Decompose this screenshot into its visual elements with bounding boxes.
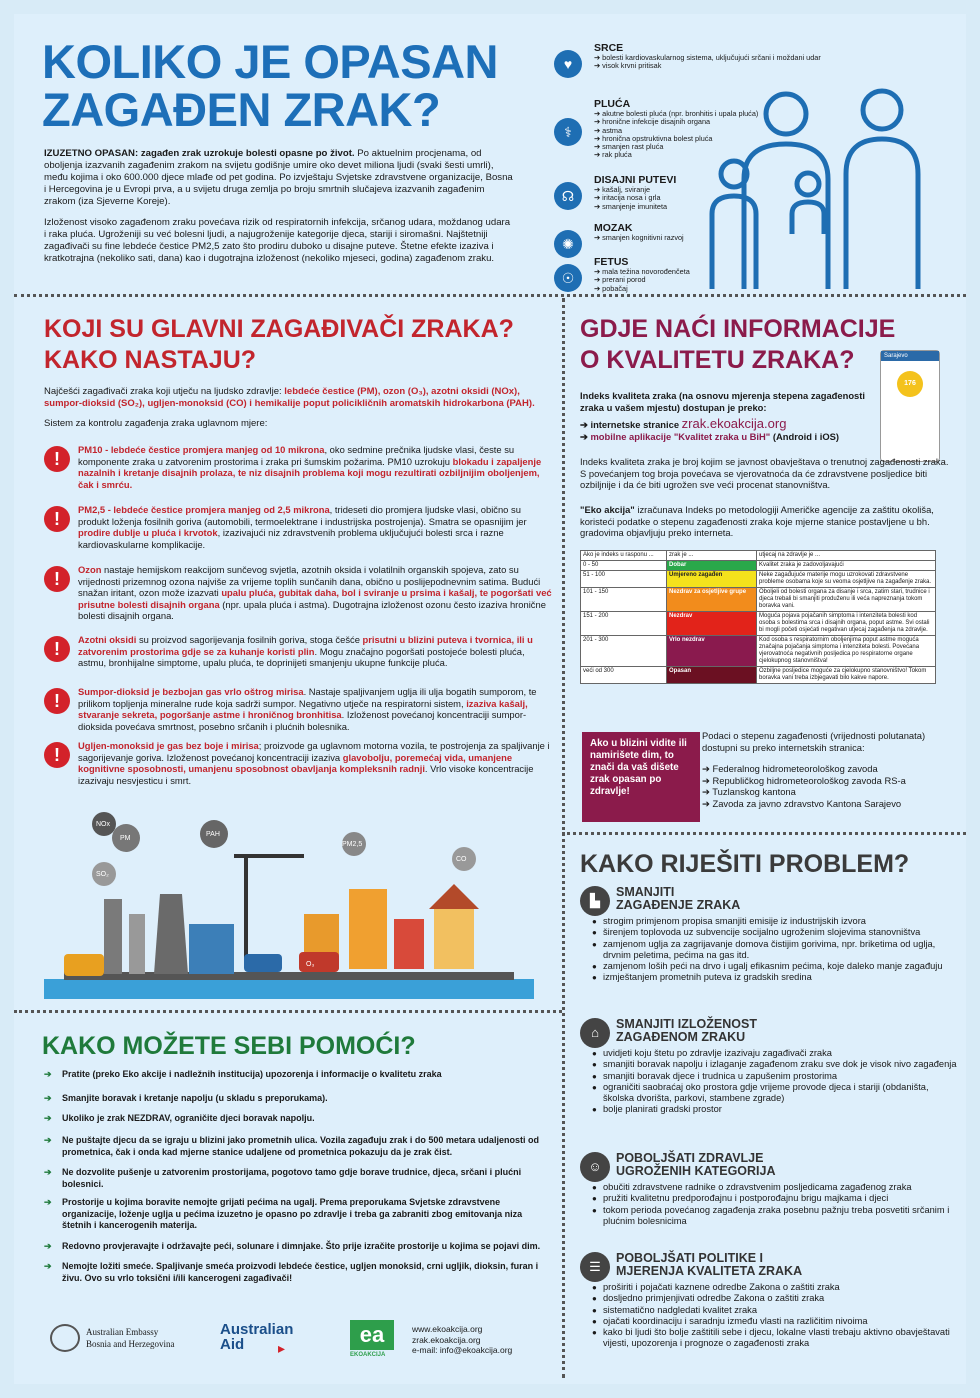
solve-group-improve-health: ☺ POBOLJŠATI ZDRAVLJE UGROŽENIH KATEGORIJA ● obučiti zdravstvene radnike o zdravstvenim posljedicama zagađenog zraka ● pružiti kvalitetnu predporođajnu i postporođajnu brigu majkama i djeci ● tokom perioda povećanog zagađenja zraka posebnu pažnju treba posvetiti srčanim i plućnim bolesnicima — [580, 1152, 960, 1246]
pollutant-so2: ! Sumpor-dioksid je bezbojan gas vrlo oštrog mirisa. Nastaje spaljivanjem uglja ili ulja bogatih sumporom, te prilikom topljenja mineralne rude koja sadrži sumpor. Negativno utječe na respiratorni sistem, izaziva kašalj, stvaranje sekreta, pogoršanje astme i hroničnog bronhitisa. Izloženost povećanoj koncentraciji sumpor-dioksida povećava smrtnost, posebno srčanih i plućnih bolesnika. — [44, 686, 554, 732]
data-sources: Podaci o stepenu zagađenosti (vrijednosti polutanata) dostupni su preko internetskih stranica: ➔ Federalnog hidrometeorološkog zavoda ➔ Republičkog hidrometeorološkog zavoda RS-a ➔ Tuzlanskog kantona ➔ Zavoda za javno zdravstvo Kantona Sarajevo — [702, 730, 926, 809]
list-item: ➔ Nemojte ložiti smeće. Spaljivanje smeća proizvodi lebdeće čestice, ugljen monoksid, crni ugljik, dioksin, furan i živu. Ovo su vrlo toksični i/ili kancerogeni zagađivači! — [44, 1261, 539, 1283]
poster: KOLIKO JE OPASAN ZAGAĐEN ZRAK? IZUZETNO OPASAN: zagađen zrak uzrokuje bolesti opasne po život. Po aktuelnim procjenama, od oboljenja izazvanih zagađenim zrakom na svijetu godišnje umire oko devet miliona ljudi (svaki šesti umrli), među kojima i oko 600.000 djece mlađe od pet godina. Po izvještaju Svjetske zdravstvene organizacije, Bosna i Hercegovina je u Evropi prva, a u svijetu druga zemlja po broju smrtnih slučajeva izazvanih zagađenim zrakom (iza Sjeverne Koreje). Izloženost visoko zagađenom zraku povećava rizik od respiratornih infekcija, srčanog udara, moždanog udara i raka pluća. Ugroženiji su već bolesni ljudi, a najugroženije kategorije djeca, stariji i siromašni. Najštetniji zagađivači su fine lebdeće čestice PM2,5 zato što prodiru duboko u disajne puteve. Štetne efekte izaziva i kratkotrajna (nekoliko sati, dana) kao i dugotrajna izloženost (nekoliko mjeseci, godina) zagađenom zraku. ♥ SRCE ➔ bolesti kardiovaskularnog sistema, uključujući srčani i moždani udar ➔ visok krvni pritisak ⚕ PLUĆA ➔ akutne bolesti pluća (npr. bronhitis i upala pluća) ➔ hronične infekcije disajnih organa ➔ astma ➔ hronična opstruktivna bolest pluća ➔ smanjen rast pluća ➔ rak pluća ☊ DISAJNI PUTEVI ➔ kašalj, sviranje ➔ iritacija nosa i grla ➔ smanjenje imuniteta ✺ MOZAK ➔ smanjen kognitivni razvoj ☉ FETUS ➔ mala težina novorođenčeta ➔ prerani porod ➔ pobačaj KOJI SU GLAVNI ZAGAĐIVAČI ZRAKA? KAKO NASTAJU? Najčešći zagađivači zraka koji utječu na ljudsko zdravlje: lebdeće čestice (PM), ozon (O₃), azotni oksidi (NOx), sumpor-dioksid (SO₂), ugljen-monoksid (CO) i hemikalije poput policikličnih aromatskih hidrokarbona (PAH). Sistem za kontrolu zagađenja zraka uglavnom mjere: ! PM10 - lebdeće čestice promjera manjeg od 10 mikrona, oko sedmine prečnika ljudske vlasi, česte su komponente zraka u zatvorenim prostorima i zraka pri šumskim požarima. PM10 uzrokuju blokadu i zapaljenje nazalnih i kretanje disajnih prolaza, te niz disajnih problema koji mogu rezultirati ozbiljnijim oboljenjem, čak i smrću. ! PM2,5 - lebdeće čestice promjera manjeg od 2,5 mikrona, trideseti dio promjera ljudske vlasi, obično su produkt loženja fosilnih goriva (automobili, termoelektrane i industrijska postrojenja). Smatra se opasnijim jer prodire dublje u pluća i krvotok, izazivajući niz zdravstvenih problema uključujući bolesti srca i razne kardiovaskularne komplikacije. ! Ozon nastaje hemijskom reakcijom sunčevog svjetla, azotnih oksida i volatilnih organskih spojeva, zato su vrijednosti prizemnog ozona najviše za vrijeme toplih sunčanih dana, obično u poslijepodnevnim satima. Budući snažan iritant, ozon može izazvati upalu pluća, gubitak daha, bol i sviranje u prsima i kašalj, te pogoršati već prisutne bolesti disajnih organa (npr. upala pluća i astma). Dugotrajna izloženost ozonu često izaziva hronične bolesti disajnih organa. ! Azotni oksidi su proizvod sagorijevanja fosilnih goriva, stoga češće prisutni u blizini puteva i tvornica, ili u zatvorenim prostorima gdje se za kuhanje koristi plin. Mogu značajno pogoršati postojeće bolesti pluća, astmu, bronhijalne simptome, upalu pluća, te doprinijeti smanjenju ukupne funkcije pluća. ! Sumpor-dioksid je bezbojan gas vrlo oštrog mirisa. Nastaje spaljivanjem uglja ili ulja bogatih sumporom, te prilikom topljenja mineralne rude koja sadrži sumpor. Negativno utječe na respiratorni sistem, izaziva kašalj, stvaranje sekreta, pogoršanje astme i hroničnog bronhitisa. Izloženost povećanoj koncentraciji sumpor-dioksida povećava smrtnost, posebno srčanih i plućnih bolesnika. ! Ugljen-monoksid je gas bez boje i mirisa; proizvode ga uglavnom motorna vozila, te postrojenja za spaljivanje i sagorijevanje goriva. Izloženost povećanoj koncentraciji izaziva glavobolju, poremećaj vida, umanjene kognitivne sposobnosti, umanjenu sposobnost obavljanja kompleksnih radnji. Vrlo visoke koncentracije izazivaju nesvjesticu i smrt. NOx PM PAH PM2,5 CO SO₂ O₃ KAKO MOŽETE SEBI POMOĆI? ➔ Pratite (preko Eko akcije i nadležnih institucija) upozorenja i informacije o kvalitetu zraka ➔ Smanjite boravak i kretanje napolju (u skladu s preporukama). ➔ Ukoliko je zrak NEZDRAV, ograničite djeci boravak napolju. ➔ Ne puštajte djecu da se igraju u blizini jako prometnih ulica. Vozila zagađuju zrak i do 500 metara udaljenosti od prometnica, čak i onda kad mjerne stanice udaljene od prometnica pokazuju da je zrak čist. ➔ Ne dozvolite pušenje u zatvorenim prostorijama, pogotovo tamo gdje borave trudnice, djeca, srčani i plućni bolesnici. ➔ Prostorije u kojima boravite nemojte grijati pećima na ugalj. Prema preporukama Svjetske zdravstvene organizacije, loženje uglja u pećima izuzetno je opasno po zdravlje i treba ga zabraniti zbog emitovanja niza štetnih i kancerogenih materija. ➔ Redovno provjeravajte i održavajte peći, solunare i dimnjake. Što prije izračite prostorije u kojima se pojavi dim. ➔ Nemojte ložiti smeće. Spaljivanje smeća proizvodi lebdeće čestice, ugljen monoksid, crni ugljik, dioksin, furan i živu. Ovo su vrlo toksični i/ili kancerogeni zagađivači! Australian Embassy Bosnia and Herzegovina Australian Aid ▸ ea EKOAKCIJA www.ekoakcija.org zrak.ekoakcija.org e-mail: info@ekoakcija.org GDJE NAĆI INFORMACIJE O KVALITETU ZRAKA? Sarajevo 176 Indeks kvaliteta zraka (na osnovu mjerenja stepena zagađenosti zraka u vašem mjestu) dostupan je preko: ➔ internetske stranice zrak.ekoakcija.org ➔ mobilne aplikacije "Kvalitet zraka u BiH" (Android i iOS) Indeks kvaliteta zraka je broj kojim se javnost obavještava o trenutnoj zagađenosti zraka. S povećanjem tog broja povećava se vjerovatnoća da će zdravstvene posljedice biti ozbiljnije i da će biti ugrožen sve veći procenat stanovništva. "Eko akcija" izračunava Indeks po metodologiji Američke agencije za zaštitu okoliša, koristeći podatke o stepenu zagađenosti zraka koje mjerne stanice postavljene u bh. gradovima objavljuju preko interneta. Ako je indeks u rasponu ... zrak je ... utjecaj na zdravlje je ... 0 - 50 Dobar Kvalitet zraka je zadovoljavajući 51 - 100 Umjereno zagađen Neke zagađujuće materije mogu uzrokovati zdravstvene probleme osobama koje su veoma osjetljive na zagađenje zraka. 101 - 150 Nezdrav za osjetljive grupe Oboljeli od bolesti organa za disanje i srca, zatim stari, trudnice i djeca trebali bi smanjiti produženu ili veća napreznanja tokom boravka vani. 151 - 200 Nezdrav Moguća pojava pojačanih simptoma i intenziteta bolesti kod osoba s bolestima srca i disajnih organa, poput astme. Svi ostali bi mogli početi osjećati negativan utjecaj zagađenja na zdravlje. 201 - 300 Vrlo nezdrav Kod osoba s respiratornim oboljenjima poput astme moguća značajna pojačanja simptoma i intenziteta bolesti. Povećana vjerovatnoća negativnih posljedica po respiratorne organe cjelokupnog stanovništva! veći od 300 Opasan Ozbiljne posljedice moguće za cjelokupno stanovništvo! Tokom boravka vani treba izbjegavati bilo kakve napore. Ako u blizini vidite ili namirišete dim, to znači da vaš dišete zrak opasan po zdravlje! Podaci o stepenu zagađenosti (vrijednosti polutanata) dostupni su preko internetskih stranica: ➔ Federalnog hidrometeorološkog zavoda ➔ Republičkog hidrometeorološkog zavoda RS-a ➔ Tuzlanskog kantona ➔ Zavoda za javno zdravstvo Kantona Sarajevo KAKO RIJEŠITI PROBLEM? ▙ SMANJITI ZAGAĐENJE ZRAKA ● strogim primjenom propisa smanjiti emisije iz industrijskih izvora ● širenjem toplovoda uz subvencije socijalno ugroženim slojevima stanovništva ● zamjenom uglja za zagrijavanje domova čistijim gorivima, npr. briketima od uglja, drvnim peletima, pećima na gas itd. ● zamjenom loših peći na drvo i ugalj efikasnim pećima, koje daleko manje zagađuju ● izmještanjem prometnih puteva iz gradskih sredina ⌂ SMANJITI IZLOŽENOST ZAGAĐENOM ZRAKU ● uvidjeti koju štetu po zdravlje izazivaju zagađivači zraka ● smanjiti boravak napolju i izlaganje zagađenom zraku sve dok je visok nivo zagađenja ● smanjiti boravak djece i trudnica u zapušenim prostorima ● ograničiti saobraćaj oko prostora gdje vrijeme provode djeca i stariji (obdaništa, školska dvorišta, parkovi, stambene zgrade) ● bolje planirati gradski prostor ☺ POBOLJŠATI ZDRAVLJE UGROŽENIH KATEGORIJA ● obučiti zdravstvene radnike o zdravstvenim posljedicama zagađenog zraka ● pružiti kvalitetnu predporođajnu i postporođajnu brigu majkama i djeci ● tokom perioda povećanog zagađenja zraka posebnu pažnju treba posvetiti srčanim i plućnim bolesnicima ☰ POBOLJŠATI POLITIKE I MJERENJA KVALITETA ZRAKA ● proširiti i pojačati kaznene odredbe Zakona o zaštiti zraka ● dosljedno primjenjivati odredbe Zakona o zaštiti zraka ● sistematično nadgledati kvalitet zraka ● ojačati koordinaciju i saradnju između vlasti na različitim nivoima ● kako bi ljudi što bolje zaštitili sebe i djecu, lokalne vlasti trebaju aktivno obavještavati vijesti, upozorenja i prognoze o zagađenosti zraka — [14, 14, 966, 1384]
aqi-row: 51 - 100 Umjereno zagađen Neke zagađujuće materije mogu uzrokovati zdravstvene probleme osobama koje su veoma osjetljive na zagađenje zraka. — [581, 571, 936, 588]
brain-icon: ✺ — [554, 230, 582, 258]
intro-text: IZUZETNO OPASAN: zagađen zrak uzrokuje bolesti opasne po život. Po aktuelnim procjenama, od oboljenja izazvanih zagađenim zrakom na svijetu godišnje umire oko devet miliona ljudi (svaki šesti umrli), među kojima i oko 600.000 djece mlađe od pet godina. Po izvještaju Svjetske zdravstvene organizacije, Bosna i Hercegovina je u Evropi prva, a u svijetu druga zemlja po broju smrtnih slučajeva izazvanih zagađenim zrakom (iza Sjeverne Koreje). Izloženost visoko zagađenom zraku povećava rizik od respiratornih infekcija, srčanog udara, moždanog udara i raka pluća. Ugroženiji su već bolesni ljudi, a najugroženije kategorije djeca, stariji i siromašni. Najštetniji zagađivači su fine lebdeće čestice PM2,5 zato što prodiru duboko u disajne puteve. Štetne efekte izaziva i kratkotrajna (nekoliko sati, dana) kao i dugotrajna izloženost (nekoliko mjeseci, godina) zagađenom zraku. — [44, 148, 513, 264]
help-heading: KAKO MOŽETE SEBI POMOĆI? — [42, 1032, 416, 1060]
label-so2: SO₂ — [96, 871, 109, 878]
solve-group-reduce-pollution: ▙ SMANJITI ZAGAĐENJE ZRAKA ● strogim primjenom propisa smanjiti emisije iz industrijskih izvora ● širenjem toplovoda uz subvencije socijalno ugroženim slojevima stanovništva ● zamjenom uglja za zagrijavanje domova čistijim gorivima, npr. briketima od uglja, drvnim peletima, pećima na gas itd. ● zamjenom loših peći na drvo i ugalj efikasnim pećima, koje daleko manje zagađuju ● izmještanjem prometnih puteva iz gradskih sredina — [580, 886, 960, 1012]
ekoakcija-wordmark: EKOAKCIJA — [350, 1352, 386, 1358]
warning-icon: ! — [44, 566, 70, 592]
house-icon: ⌂ — [580, 1018, 610, 1048]
pollutant-pm25: ! PM2,5 - lebdeće čestice promjera manjeg od 2,5 mikrona, trideseti dio promjera ljudske vlasi, obično su produkt loženja fosilnih goriva (automobili, termoelektrane i industrijska postrojenja). Smatra se opasnijim jer prodire dublje u pluća i krvotok, izazivajući niz zdravstvenih problema uključujući bolesti srca i razne kardiovaskularne komplikacije. — [44, 504, 554, 558]
heart-icon: ♥ — [554, 50, 582, 78]
warning-icon: ! — [44, 742, 70, 768]
smoke-warning-box: Ako u blizini vidite ili namirišete dim, to znači da vaš dišete zrak opasan po zdravlje! — [582, 732, 700, 822]
pollutant-ozone: ! Ozon nastaje hemijskom reakcijom sunčevog svjetla, azotnih oksida i volatilnih organskih spojeva, zato su vrijednosti prizemnog ozona najviše za vrijeme toplih sunčanih dana, obično u poslijepodnevnim satima. Budući snažan iritant, ozon može izazvati upalu pluća, gubitak daha, bol i sviranje u prsima i kašalj, te pogoršati već prisutne bolesti disajnih organa (npr. upala pluća i astma). Dugotrajna izloženost ozonu često izaziva hronične bolesti disajnih organa. — [44, 564, 554, 628]
warning-icon: ! — [44, 446, 70, 472]
info-heading: GDJE NAĆI INFORMACIJE O KVALITETU ZRAKA? — [580, 315, 896, 374]
label-co: CO — [456, 856, 467, 863]
list-item: ➔ Prostorije u kojima boravite nemojte grijati pećima na ugalj. Prema preporukama Svjetske zdravstvene organizacije, loženje uglja u pećima izuzetno je opasno po zdravlje i treba ga zabraniti zbog emitovanja niza štetnih i kancerogenih materija. — [44, 1197, 523, 1230]
aqi-table — [580, 550, 936, 684]
label-nox: NOx — [96, 821, 110, 828]
family-icon: ☺ — [580, 1152, 610, 1182]
solve-group-reduce-exposure: ⌂ SMANJITI IZLOŽENOST ZAGAĐENOM ZRAKU ● uvidjeti koju štetu po zdravlje izazivaju zagađivači zraka ● smanjiti boravak napolju i izlaganje zagađenom zraku sve dok je visok nivo zagađenja ● smanjiti boravak djece i trudnica u zapušenim prostorima ● ograničiti saobraćaj oko prostora gdje vrijeme provode djeca i stariji (obdaništa, školska dvorišta, parkovi, stambene zgrade) ● bolje planirati gradski prostor — [580, 1018, 960, 1146]
label-pm: PM — [120, 835, 131, 842]
pollutant-nox: ! Azotni oksidi su proizvod sagorijevanja fosilnih goriva, stoga češće prisutni u blizini puteva i tvornica, ili u zatvorenim prostorima gdje se za kuhanje koristi plin. Mogu značajno pogoršati postojeće bolesti pluća, astmu, bronhijalne simptome, upalu pluća, te doprinijeti smanjenju ukupne funkcije pluća. — [44, 634, 554, 680]
list-item: ➔ Ne dozvolite pušenje u zatvorenim prostorijama, pogotovo tamo gdje borave trudnice, djeca, srčani i plućni bolesnici. — [44, 1167, 522, 1189]
kangaroo-icon: ▸ — [278, 1340, 286, 1356]
city-pollution-illustration — [44, 804, 534, 999]
website-link[interactable]: www.ekoakcija.org — [412, 1324, 483, 1334]
warning-icon: ! — [44, 636, 70, 662]
family-illustration — [704, 84, 954, 294]
list-item: ➔ Pratite (preko Eko akcije i nadležnih institucija) upozorenja i informacije o kvalitetu zraka — [44, 1069, 442, 1079]
aqi-row: veći od 300 Opasan Ozbiljne posljedice moguće za cjelokupno stanovništvo! Tokom boravka vani treba izbjegavati bilo kakve napore. — [581, 667, 936, 684]
pollutant-co: ! Ugljen-monoksid je gas bez boje i mirisa; proizvode ga uglavnom motorna vozila, te postrojenja za spaljivanje i sagorijevanje goriva. Izloženost povećanoj koncentraciji izaziva glavobolju, poremećaj vida, umanjene kognitivne sposobnosti, umanjenu sposobnost obavljanja kompleksnih radnji. Vrlo visoke koncentracije izazivaju nesvjesticu i smrt. — [44, 740, 554, 788]
label-pah: PAH — [206, 831, 220, 838]
polluters-heading: KOJI SU GLAVNI ZAGAĐIVAČI ZRAKA? KAKO NASTAJU? — [44, 315, 514, 374]
email-link[interactable]: e-mail: info@ekoakcija.org — [412, 1345, 513, 1355]
info-p3: "Eko akcija" izračunava Indeks po metodologiji Američke agencije za zaštitu okoliša, koristeći podatke o stepenu zagađenosti zraka koje mjerne stanice postavljene u bh. gradovima objavljuju preko interneta. — [580, 504, 934, 539]
warning-icon: ! — [44, 688, 70, 714]
warning-icon: ! — [44, 506, 70, 532]
lungs-icon: ⚕ — [554, 118, 582, 146]
ekoakcija-mark: ea — [350, 1320, 394, 1350]
solve-group-improve-policy: ☰ POBOLJŠATI POLITIKE I MJERENJA KVALITETA ZRAKA ● proširiti i pojačati kaznene odredbe Zakona o zaštiti zraka ● dosljedno primjenjivati odredbe Zakona o zaštiti zraka ● sistematično nadgledati kvalitet zraka ● ojačati koordinaciju i saradnju između vlasti na različitim nivoima ● kako bi ljudi što bolje zaštitili sebe i djecu, lokalne vlasti trebaju aktivno obavještavati vijesti, upozorenja i prognoze o zagađenosti zraka — [580, 1252, 960, 1372]
aid-logo-line2: Aid — [220, 1336, 245, 1353]
aqi-header-row: Ako je indeks u rasponu ... zrak je ... utjecaj na zdravlje je ... — [581, 551, 936, 561]
phone-app-screenshot: Sarajevo 176 — [880, 350, 940, 462]
list-item: ➔ Ukoliko je zrak NEZDRAV, ograničite djeci boravak napolju. — [44, 1113, 315, 1123]
factory-icon: ▙ — [580, 886, 610, 916]
page-title: KOLIKO JE OPASAN ZAGAĐEN ZRAK? — [42, 35, 498, 136]
embassy-name: Australian Embassy — [86, 1327, 159, 1337]
info-p2: Indeks kvaliteta zraka je broj kojim se javnost obavještava o trenutnoj zagađenosti zraka. S povećanjem tog broja povećava se vjerovatnoća da će zdravstvene posljedice biti ozbiljnije i da će biti ugrožen sve veći procenat stanovništva. — [580, 456, 949, 491]
list-item: ➔ Ne puštajte djecu da se igraju u blizini jako prometnih ulica. Vozila zagađuju zrak i do 500 metara udaljenosti od prometnica, čak i onda kad mjerne stanice udaljene od prometnica pokazuju da je zrak čist. — [44, 1135, 539, 1157]
label-pm25: PM2,5 — [342, 841, 363, 848]
zrak-website-link[interactable]: zrak.ekoakcija.org — [412, 1334, 481, 1345]
coat-of-arms-icon — [50, 1324, 80, 1352]
info-p1: Indeks kvaliteta zraka (na osnovu mjerenja stepena zagađenosti zraka u vašem mjestu) dostupan je preko: — [580, 390, 865, 413]
fetus-icon: ☉ — [554, 264, 582, 292]
sponsor-logos — [50, 1320, 570, 1370]
info-channels: ➔ internetske stranice zrak.ekoakcija.org ➔ mobilne aplikacije "Kvalitet zraka u BiH" (Android i iOS) — [580, 416, 840, 442]
aid-logo-line1: Australian — [220, 1321, 294, 1338]
list-item: ➔ Redovno provjeravajte i održavajte peći, solunare i dimnjake. Što prije izračite prostorije u kojima se pojavi dim. — [44, 1241, 541, 1251]
airways-icon: ☊ — [554, 182, 582, 210]
label-o3: O₃ — [306, 961, 315, 968]
pollutant-pm10: ! PM10 - lebdeće čestice promjera manjeg od 10 mikrona, oko sedmine prečnika ljudske vlasi, česte su komponente zraka u zatvorenim prostorima i zraka pri šumskim požarima. PM10 uzrokuju blokadu i zapaljenje nazalnih i kretanje disajnih prolaza, te niz disajnih problema koji mogu rezultirati ozbiljnijim oboljenjem, čak i smrću. — [44, 444, 554, 494]
air-quality-website-link[interactable]: zrak.ekoakcija.org — [681, 416, 787, 431]
polluters-lead: Najčešći zagađivači zraka koji utječu na ljudsko zdravlje: lebdeće čestice (PM), ozon (O₃), azotni oksidi (NOx), sumpor-dioksid (SO₂), ugljen-monoksid (CO) i hemikalije poput policikličnih aromatskih hidrokarbona (PAH). Sistem za kontrolu zagađenja zraka uglavnom mjere: — [44, 386, 535, 429]
aqi-row: 101 - 150 Nezdrav za osjetljive grupe Oboljeli od bolesti organa za disanje i srca, zatim stari, trudnice i djeca trebali bi smanjiti produženu ili veća napreznanja tokom boravka vani. — [581, 588, 936, 612]
aqi-row: 151 - 200 Nezdrav Moguća pojava pojačanih simptoma i intenziteta bolesti kod osoba s bolestima srca i disajnih organa, poput astme. Svi ostali bi mogli početi osjećati negativan utjecaj zagađenja na zdravlje. — [581, 612, 936, 636]
aqi-row: 0 - 50 Dobar Kvalitet zraka je zadovoljavajući — [581, 561, 936, 571]
solve-heading: KAKO RIJEŠITI PROBLEM? — [580, 850, 910, 878]
aqi-row: 201 - 300 Vrlo nezdrav Kod osoba s respiratornim oboljenjima poput astme moguća značajna pojačanja simptoma i intenziteta bolesti. Povećana vjerovatnoća negativnih posljedica po respiratorne organe cjelokupnog stanovništva! — [581, 636, 936, 667]
list-item: ➔ Smanjite boravak i kretanje napolju (u skladu s preporukama). — [44, 1093, 328, 1103]
embassy-country: Bosnia and Herzegovina — [86, 1339, 175, 1349]
document-icon: ☰ — [580, 1252, 610, 1282]
